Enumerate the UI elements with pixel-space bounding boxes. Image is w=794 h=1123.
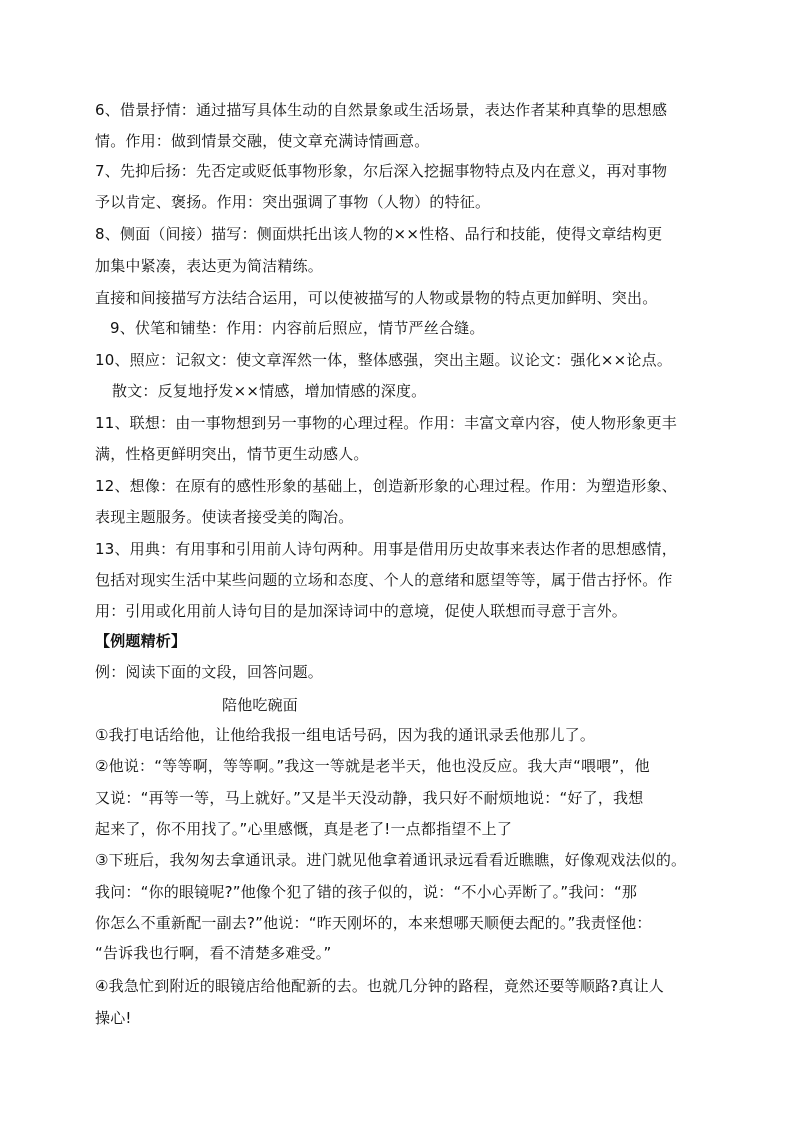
text-line-21: ①我打电话给他，让他给我报一组电话号码，因为我的通讯录丢他那儿了。	[95, 726, 596, 744]
text-line-19: 例：阅读下面的文段，回答问题。	[95, 663, 324, 681]
text-line-28: “告诉我也行啊，看不清楚多难受。”	[95, 944, 332, 962]
text-line-1: 6、借景抒情：通过描写具体生动的自然景象或生活场景，表达作者某种真挚的思想感	[95, 101, 668, 119]
text-line-13: 12、想像：在原有的感性形象的基础上，创造新形象的心理过程。作用：为塑造形象、	[95, 477, 677, 495]
text-line-30: 操心!	[95, 1009, 132, 1027]
text-line-17: 用：引用或化用前人诗句目的是加深诗词中的意境，促使人联想而寻意于言外。	[95, 602, 628, 620]
passage-title: 陪他吃碗面	[222, 696, 299, 714]
text-line-29: ④我急忙到附近的眼镜店给他配新的去。也就几分钟的路程，竟然还要等顺路?真让人	[95, 977, 665, 995]
text-line-4: 予以肯定、褒扬。作用：突出强调了事物（人物）的特征。	[95, 193, 491, 211]
text-line-5: 8、侧面（间接）描写：侧面烘托出该人物的××性格、品行和技能，使得文章结构更	[95, 225, 663, 243]
text-line-14: 表现主题服务。使读者接受美的陶冶。	[95, 508, 354, 526]
text-line-26: 我问：“你的眼镜呢?”他像个犯了错的孩子似的，说：“不小心弄断了。”我问：“那	[95, 883, 638, 901]
text-line-3: 7、先抑后扬：先否定或贬低事物形象，尔后深入挖掘事物特点及内在意义，再对事物	[95, 162, 668, 180]
text-line-10: 散文：反复地抒发××情感，增加情感的深度。	[112, 382, 427, 400]
text-line-22: ②他说：“等等啊，等等啊。”我这一等就是老半天，他也没反应。我大声“喂喂”，他	[95, 757, 650, 775]
text-line-6: 加集中紧凑，表达更为简洁精练。	[95, 257, 324, 275]
text-line-15: 13、用典：有用事和引用前人诗句两种。用事是借用历史故事来表达作者的思想感情，	[95, 540, 677, 558]
text-line-9: 10、照应：记叙文：使文章浑然一体，整体感强，突出主题。议论文：强化××论点。	[95, 351, 673, 369]
text-line-24: 起来了，你不用找了。”心里感慨，真是老了!一点都指望不上了	[95, 820, 513, 838]
text-line-25: ③下班后，我匆匆去拿通讯录。进门就见他拿着通讯录远看看近瞧瞧，好像观戏法似的。	[95, 851, 687, 869]
text-line-8: 9、伏笔和铺垫：作用：内容前后照应，情节严丝合缝。	[110, 319, 485, 337]
text-line-12: 满，性格更鲜明突出，情节更生动感人。	[95, 445, 369, 463]
text-line-16: 包括对现实生活中某些问题的立场和态度、个人的意绪和愿望等等，属于借古抒怀。作	[95, 571, 673, 589]
text-line-27: 你怎么不重新配一副去?”他说：“昨天刚坏的，本来想哪天顺便去配的。”我责怪他：	[95, 914, 652, 932]
text-line-23: 又说：“再等一等，马上就好。”又是半天没动静，我只好不耐烦地说：“好了，我想	[95, 789, 644, 807]
text-line-7: 直接和间接描写方法结合运用，可以使被描写的人物或景物的特点更加鲜明、突出。	[95, 289, 658, 307]
text-line-2: 情。作用：做到情景交融，使文章充满诗情画意。	[95, 132, 430, 150]
text-line-11: 11、联想：由一事物想到另一事物的心理过程。作用：丰富文章内容，使人物形象更丰	[95, 414, 677, 432]
section-heading: 【例题精析】	[95, 632, 187, 650]
